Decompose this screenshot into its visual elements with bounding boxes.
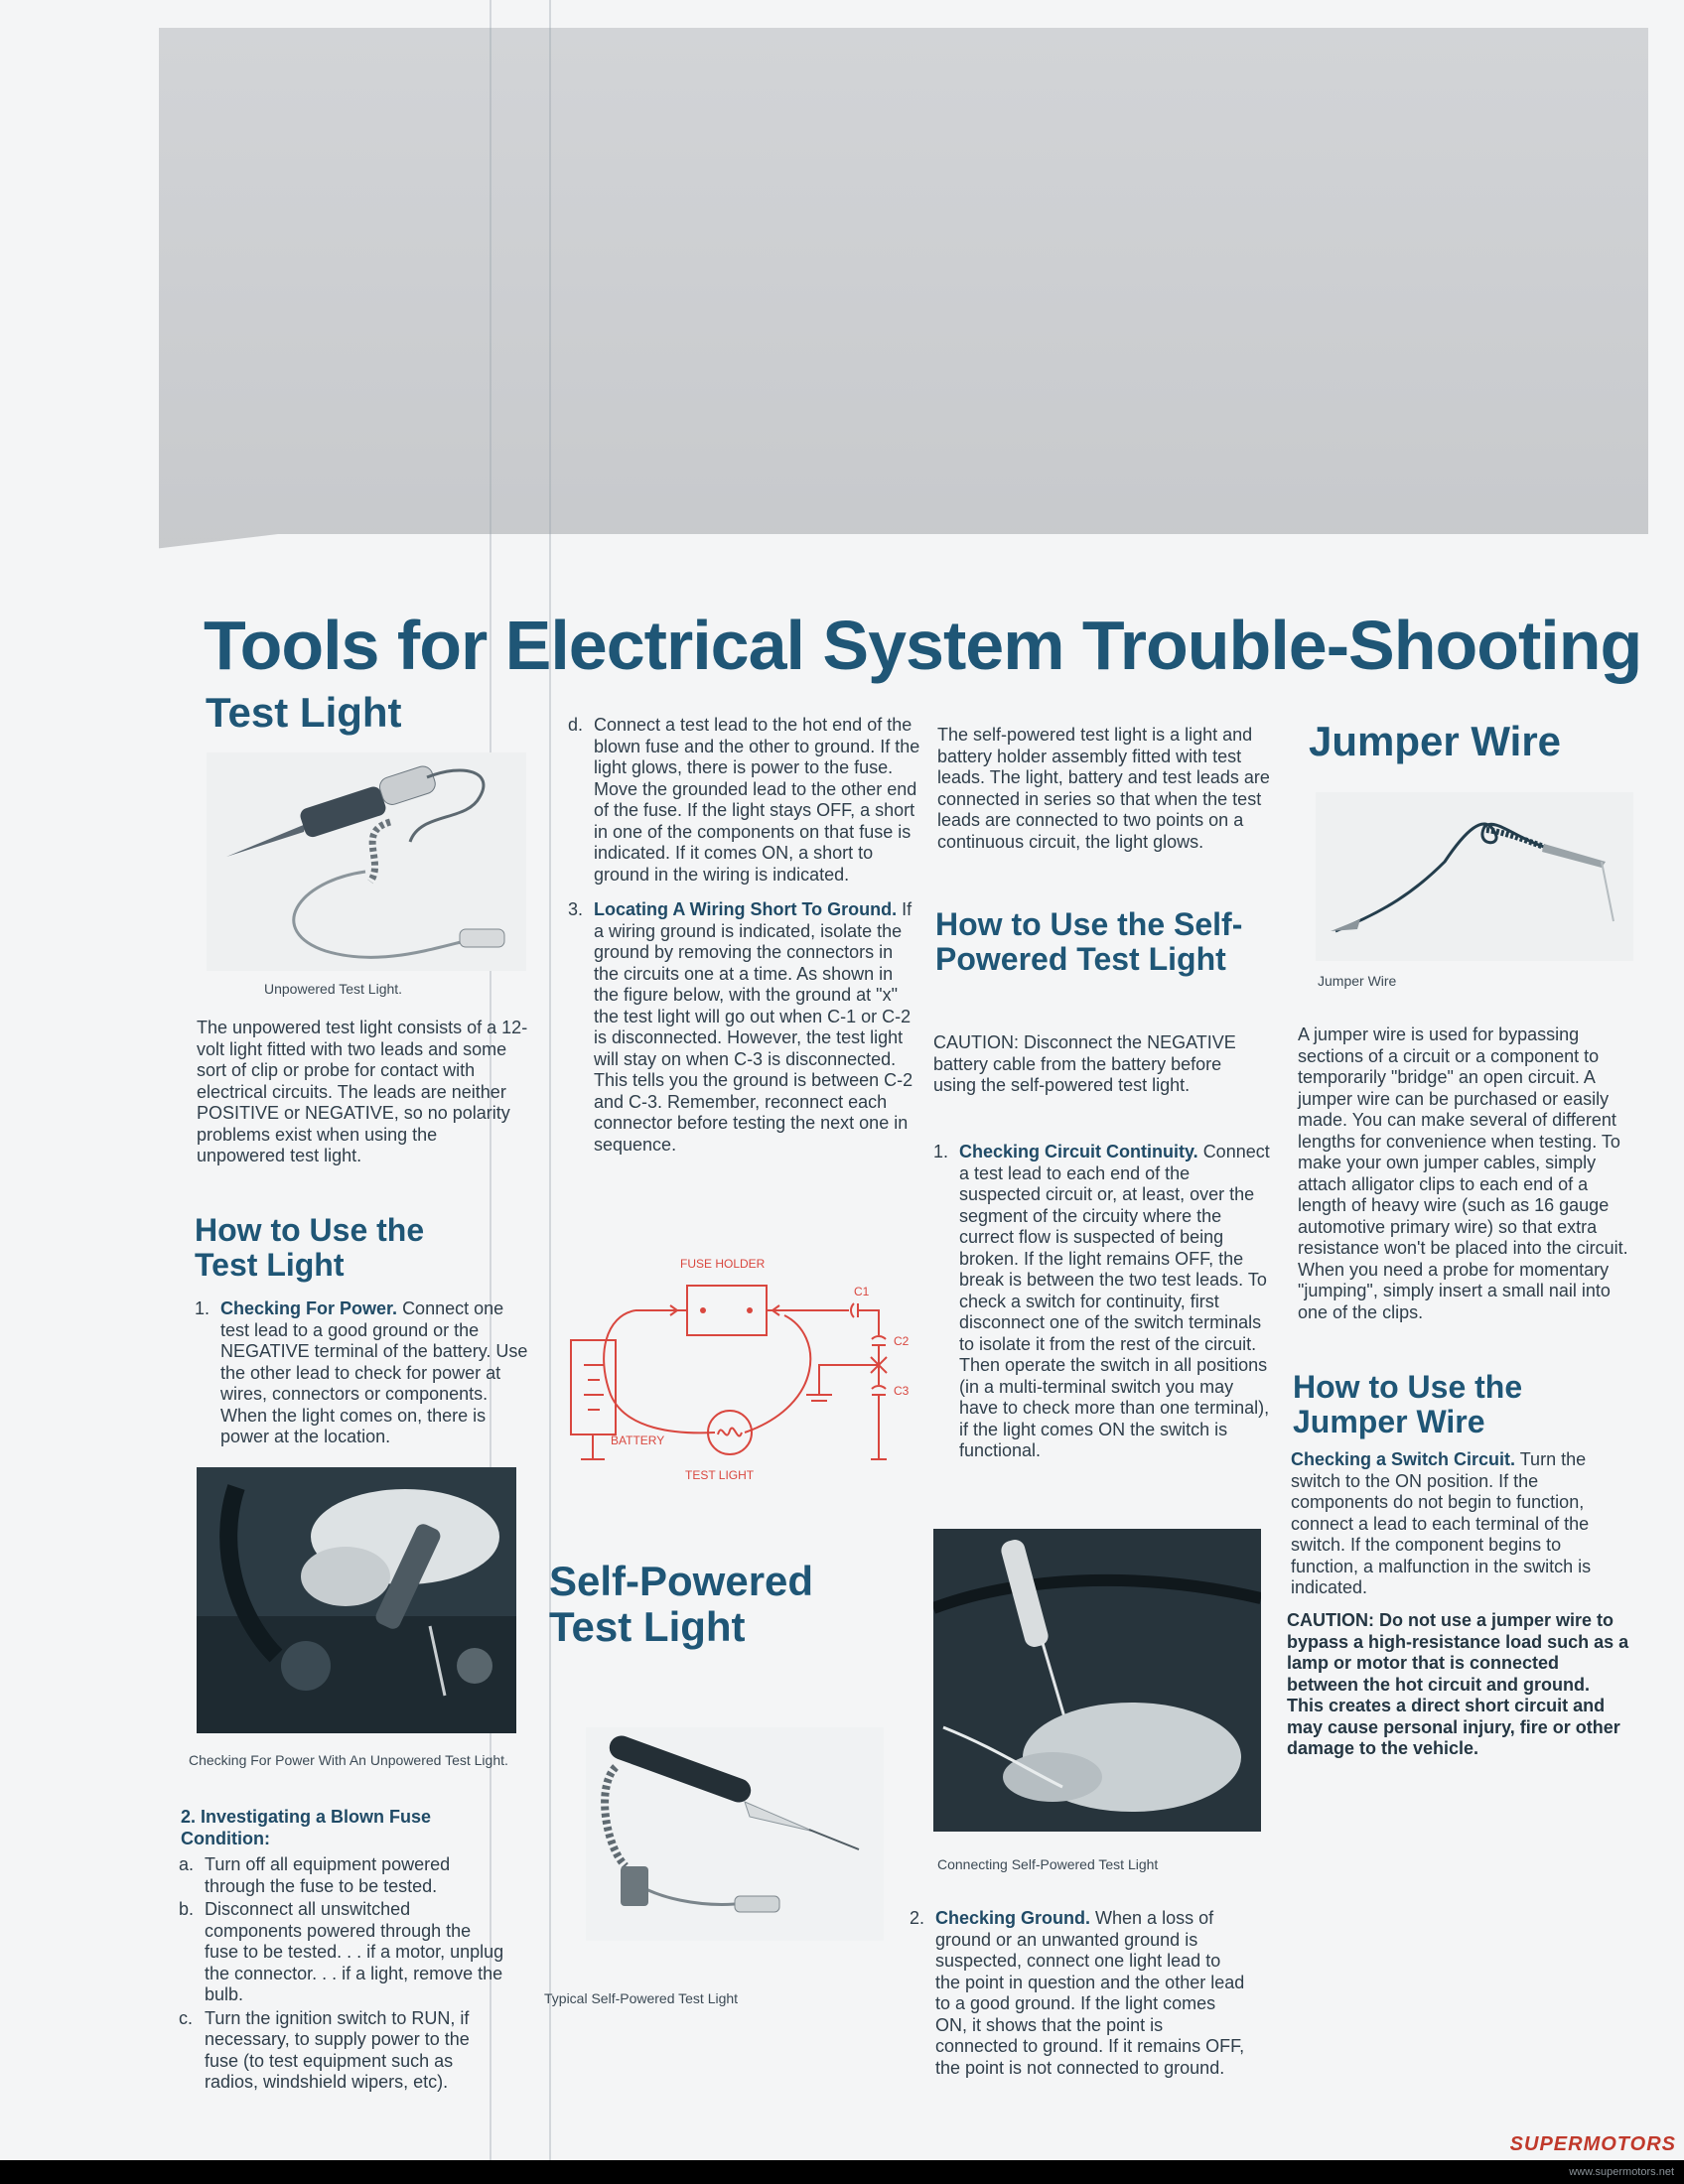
self-powered-test-light-heading: Self-Powered Test Light (549, 1558, 814, 1651)
blown-fuse-heading: 2. Investigating a Blown Fuse Condition: (181, 1807, 432, 1848)
step-text: Turn off all equipment powered through the fuse to be tested. (205, 1854, 451, 1896)
how-to-use-test-light-heading: How to Use the Test Light (195, 1212, 425, 1284)
step-number: b. (179, 1899, 195, 1919)
test-light-label: TEST LIGHT (685, 1468, 755, 1482)
step-number: 3. (568, 899, 584, 919)
list-item (933, 1142, 1271, 1462)
connecting-self-powered-caption: Connecting Self-Powered Test Light (937, 1856, 1159, 1872)
self-powered-steps (933, 1142, 1271, 1464)
step-text: Connect one test lead to a good ground or the NEGATIVE terminal of the battery. Use the other lead to check for power at wires, connectors or components. When the light comes on, there is power at the location. (220, 1298, 528, 1446)
step-heading: Checking Circuit Continuity. (959, 1142, 1198, 1161)
connecting-self-powered-photo (933, 1529, 1261, 1832)
how-to-use-jumper-wire-heading: How to Use the Jumper Wire (1293, 1369, 1523, 1440)
list-item (179, 1854, 506, 1897)
step-text: Disconnect all unswitched components powered through the fuse to be tested. . . if a motor, unplug the connector. . . if a light, remove the bulb. (205, 1899, 504, 2004)
test-light-heading: Test Light (206, 689, 402, 736)
unpowered-test-light-caption: Unpowered Test Light. (264, 981, 403, 997)
test-light-steps (195, 1298, 528, 1450)
fuse-holder (687, 1286, 767, 1335)
page-title: Tools for Electrical System Trouble-Shooting (204, 607, 1642, 684)
how-to-use-self-powered-heading: How to Use the Self-Powered Test Light (935, 906, 1243, 978)
jumper-wire-caption: Jumper Wire (1318, 973, 1397, 989)
step-number: d. (568, 715, 584, 735)
c2-label: C2 (894, 1334, 910, 1348)
step-text: If a wiring ground is indicated, isolate the ground by removing the connectors in the circuits one at a time. As shown in the figure below, with the ground at "x" the test light will go out when C-1 or C-2 is disconnected. However, the test light will stay on when C-3 is disconnected. This tells you the ground is between C-2 and C-3. Remember, reconnect each connector before testing the next one in sequence. (594, 899, 913, 1155)
step-heading: Checking For Power. (220, 1298, 398, 1318)
self-powered-test-light-photo (586, 1727, 884, 1941)
step-number: c. (179, 2007, 194, 2028)
blown-fuse-substeps (179, 1854, 506, 2096)
scanner-edge (0, 2160, 1684, 2184)
self-powered-caption: Typical Self-Powered Test Light (544, 1990, 739, 2006)
step-number: a. (179, 1854, 195, 1874)
jumper-wire-caution: CAUTION: Do not use a jumper wire to bypass a high-resistance load such as a lamp or motor that is connected between the hot circuit and ground. This creates a direct short circuit and may cause personal injury, fire or other damage to the vehicle. (1287, 1610, 1629, 1758)
step-text: Connect a test lead to each end of the suspected circuit or, at least, over the segment of the circuity where the currect flow is suspected of being broken. If the light remains OFF, the break is between the two test leads. To check a switch for continuity, first disconnect one of the switch terminals to isolate it from the rest of the circuit. Then operate the switch in all positions (in a multi-terminal switch you may have to check more than one terminal), if the light comes ON the switch is functional. (959, 1142, 1270, 1460)
self-powered-intro-text: The self-powered test light is a light and battery holder assembly fitted with test leads. The light, battery and test leads are connected in series so that when the test leads are connected to two points on a continuous circuit, the light glows. (937, 725, 1270, 852)
circuit-diagram (556, 1246, 933, 1494)
jumper-wire-intro-text: A jumper wire is used for bypassing sections of a circuit or a component to temporarily "bridge" an open circuit. A jumper wire can be purchased or easily made. You can make several of different lengths for convenience when testing. To make your own jumper cables, simply attach alligator clips to each end of a length of heavy wire (such as 16 gauge automotive primary wire) so that extra resistance won't be placed into the circuit. When you need a probe for momentary "jumping", simply insert a small nail into one of the clips. (1298, 1024, 1628, 1322)
self-powered-steps-2 (910, 1908, 1247, 2081)
step-heading: Locating A Wiring Short To Ground. (594, 899, 898, 919)
battery-label: BATTERY (611, 1433, 665, 1447)
paper-edge (159, 534, 1648, 570)
c1-label: C1 (854, 1285, 870, 1298)
step-text: When a loss of ground or an unwanted ground is suspected, connect one light lead to the point in question and the other lead to a good ground. If the light comes ON, it shows that the point is connected to ground. If it remains OFF, the point is not connected to ground. (935, 1908, 1245, 2078)
list-item (568, 899, 921, 1156)
step-number: 2. (910, 1908, 925, 1928)
c3-label: C3 (894, 1384, 910, 1398)
scanner-background (159, 28, 1648, 565)
step-text: Connect a test lead to the hot end of the blown fuse and the other to ground. If the light glows, there is power to the fuse. Move the grounded lead to the other end of the fuse. If the light stays OFF, a short in one of the components on that fuse is indicated. If it comes ON, a short to ground in the wiring is indicated. (594, 715, 920, 885)
checking-power-photo (197, 1467, 516, 1733)
list-item (568, 715, 921, 886)
watermark-brand: SUPERMOTORS (1509, 2133, 1676, 2155)
step-number: 1. (933, 1142, 949, 1161)
fuse-holder-label: FUSE HOLDER (680, 1257, 766, 1271)
list-item (195, 1298, 528, 1448)
unpowered-intro-text: The unpowered test light consists of a 12-volt light fitted with two leads and some sort of clip or probe for contact with electrical circuits. The leads are neither POSITIVE or NEGATIVE, so no polarity problems exist when using the unpowered test light. (197, 1018, 528, 1165)
checking-power-caption: Checking For Power With An Unpowered Test Light. (189, 1752, 508, 1768)
step-text: Turn the switch to the ON position. If the components do not begin to function, connect a lead to each terminal of the switch. If the component begins to function, a malfunction in the switch is indicated. (1291, 1449, 1592, 1597)
list-item (910, 1908, 1247, 2079)
step-heading: Checking a Switch Circuit. (1291, 1449, 1516, 1469)
fold-line (549, 0, 551, 2184)
self-powered-caution: CAUTION: Disconnect the NEGATIVE battery cable from the battery before using the self-powered test light. (933, 1032, 1236, 1095)
watermark-url: www.supermotors.net (1569, 2166, 1674, 2178)
switch-circuit-text (1291, 1449, 1624, 1599)
step-heading: Checking Ground. (935, 1908, 1091, 1928)
step-number: 1. (195, 1298, 210, 1318)
jumper-wire-photo (1316, 792, 1633, 961)
list-item (179, 2008, 506, 2094)
jumper-wire-heading: Jumper Wire (1309, 718, 1562, 764)
unpowered-test-light-photo (207, 752, 526, 971)
blown-fuse-substep-d (568, 715, 921, 1158)
step-text: Turn the ignition switch to RUN, if necessary, to supply power to the fuse (to test equipment such as radios, windshield wipers, etc). (205, 2007, 470, 2092)
list-item (179, 1899, 506, 2006)
